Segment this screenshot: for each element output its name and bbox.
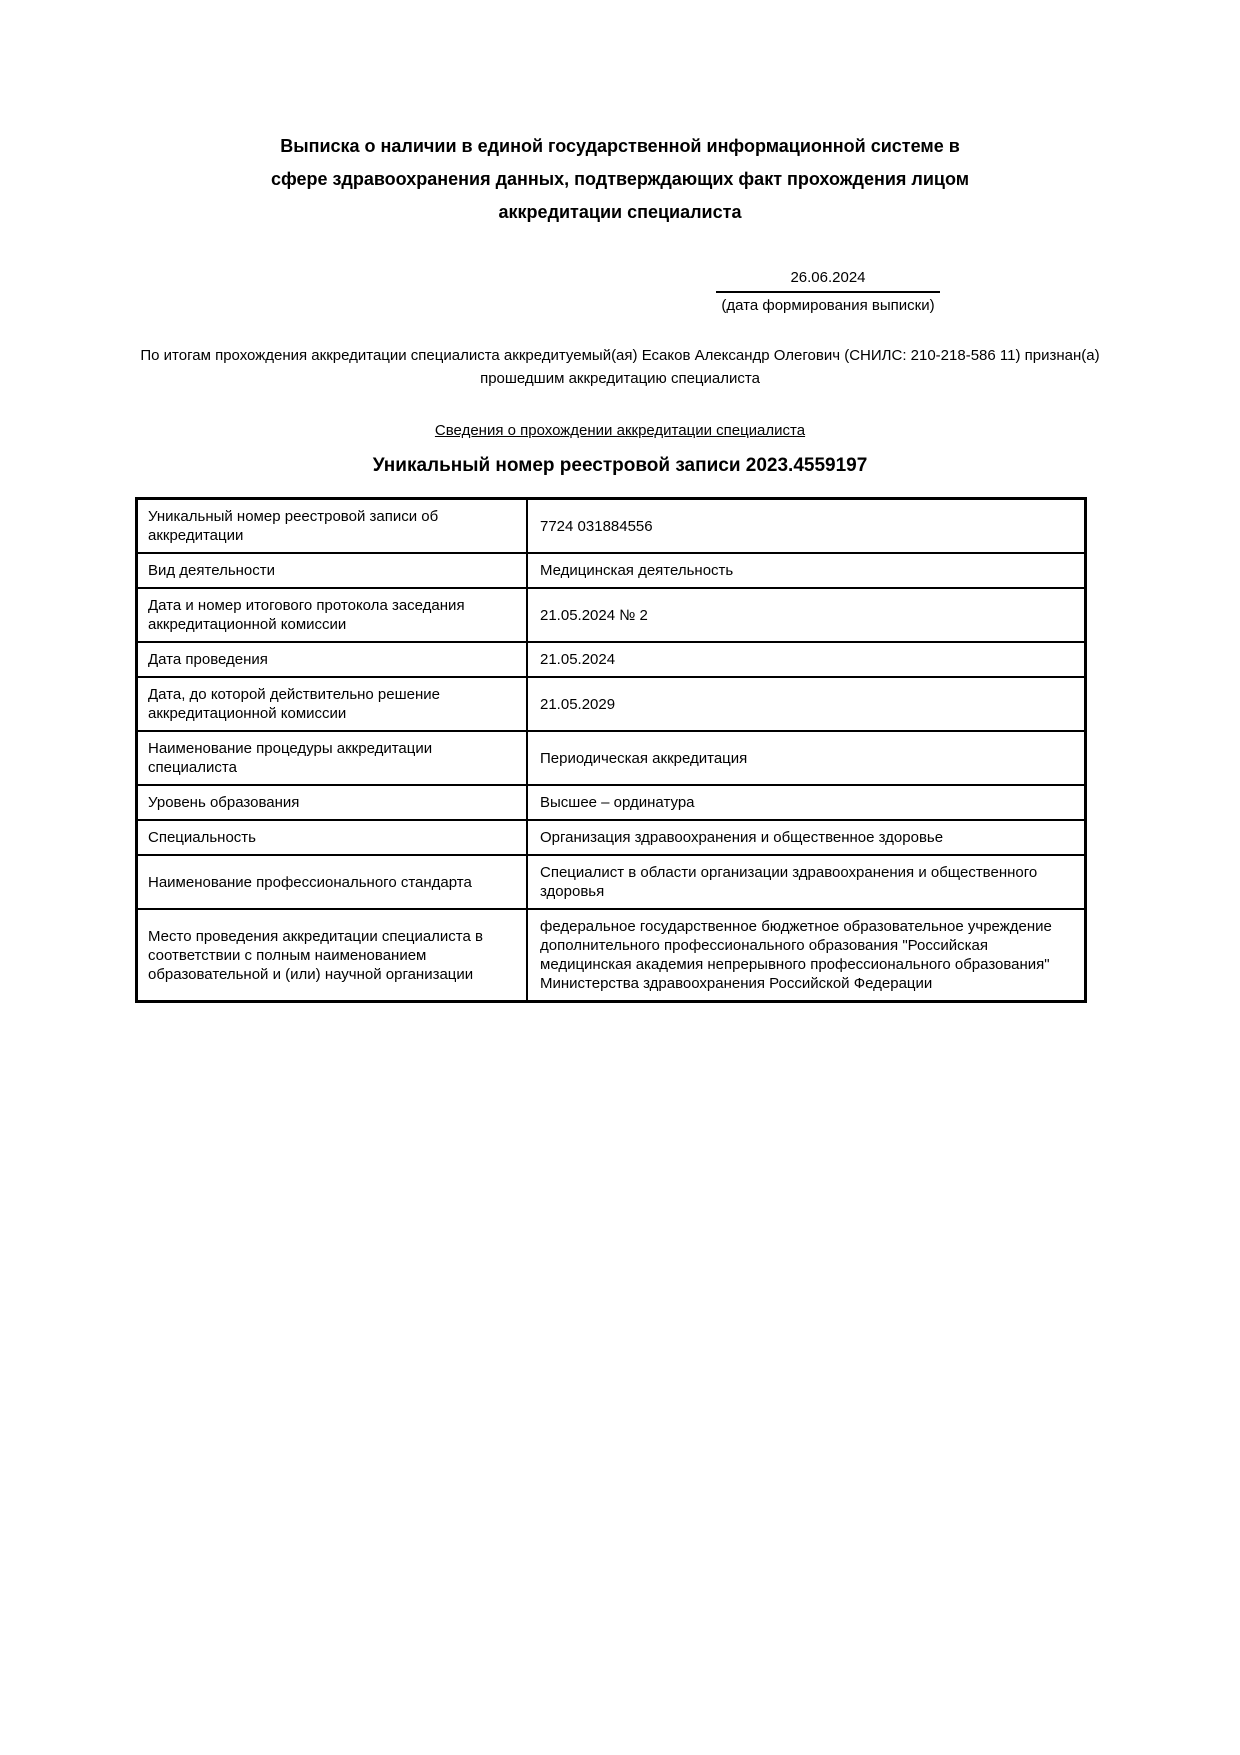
document-title-container <box>0 130 1240 229</box>
extract-date: 26.06.2024 <box>716 268 940 293</box>
table-row <box>137 553 1086 588</box>
row-label: Уровень образования <box>137 785 528 820</box>
row-value: Медицинская деятельность <box>527 553 1086 588</box>
table-row <box>137 677 1086 731</box>
row-value: 21.05.2024 <box>527 642 1086 677</box>
table-row <box>137 785 1086 820</box>
row-value: Высшее – ординатура <box>527 785 1086 820</box>
row-value: Периодическая аккредитация <box>527 731 1086 785</box>
row-label: Дата, до которой действительно решение аккредитационной комиссии <box>137 677 528 731</box>
accreditation-statement: По итогам прохождения аккредитации специалиста аккредитуемый(ая) Есаков Александр Олегович (СНИЛС: 210-218-586 11) признан(а) прошедшим аккредитацию специалиста <box>140 347 1100 387</box>
table-row <box>137 909 1086 1002</box>
row-value: 21.05.2029 <box>527 677 1086 731</box>
table-row <box>137 642 1086 677</box>
document-title: Выписка о наличии в единой государственной информационной системе в сфере здравоохранения данных, подтверждающих факт прохождения лицом аккредитации специалиста <box>270 136 970 222</box>
row-value: 7724 031884556 <box>527 499 1086 554</box>
table-row <box>137 820 1086 855</box>
row-label: Наименование профессионального стандарта <box>137 855 528 909</box>
registry-number-heading: Уникальный номер реестровой записи 2023.4559197 <box>372 455 868 476</box>
row-value: Специалист в области организации здравоохранения и общественного здоровья <box>527 855 1086 909</box>
table-row <box>137 855 1086 909</box>
section-heading: Сведения о прохождении аккредитации специалиста <box>434 422 806 439</box>
table-row <box>137 588 1086 642</box>
table-row <box>137 731 1086 785</box>
row-label: Специальность <box>137 820 528 855</box>
table-row <box>137 499 1086 554</box>
row-label: Место проведения аккредитации специалиста в соответствии с полным наименованием образовательной и (или) научной организации <box>137 909 528 1002</box>
row-label: Дата проведения <box>137 642 528 677</box>
row-value: Организация здравоохранения и общественное здоровье <box>527 820 1086 855</box>
row-value: федеральное государственное бюджетное образовательное учреждение дополнительного профессионального образования "Российская медицинская академия непрерывного профессионального образования" Министерства здравоохранения Российской Федерации <box>527 909 1086 1002</box>
extract-date-caption: (дата формирования выписки) <box>721 297 935 314</box>
row-label: Уникальный номер реестровой записи об аккредитации <box>137 499 528 554</box>
row-value: 21.05.2024 № 2 <box>527 588 1086 642</box>
row-label: Наименование процедуры аккредитации специалиста <box>137 731 528 785</box>
row-label: Дата и номер итогового протокола заседания аккредитационной комиссии <box>137 588 528 642</box>
row-label: Вид деятельности <box>137 553 528 588</box>
extract-date-block <box>716 268 940 315</box>
accreditation-details-table <box>135 497 1087 1003</box>
